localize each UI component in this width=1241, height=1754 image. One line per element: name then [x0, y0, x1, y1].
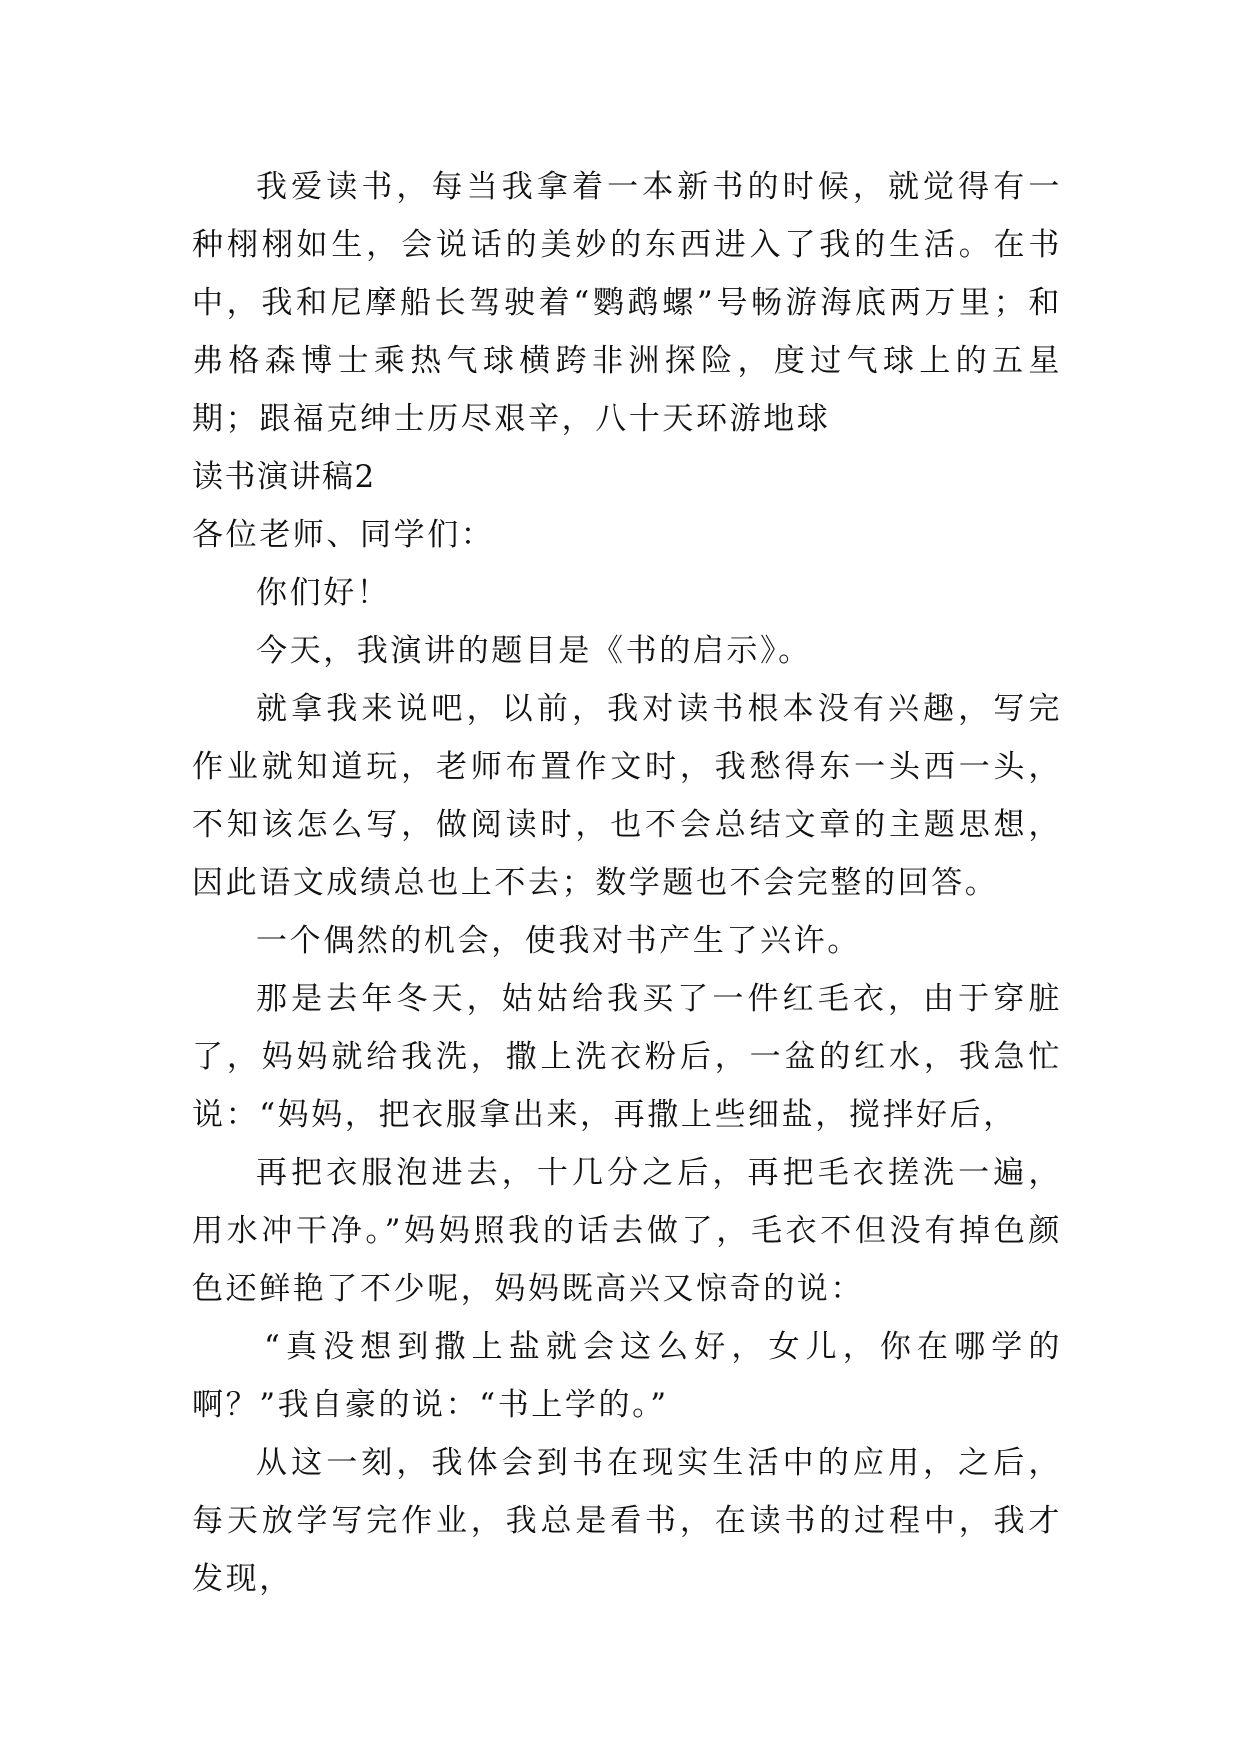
speech-topic: 今天，我演讲的题目是《书的启示》。: [256, 633, 812, 669]
paragraph-chance: 一个偶然的机会，使我对书产生了兴许。: [256, 923, 861, 959]
salutation: 各位老师、同学们：: [192, 517, 495, 553]
document-body: [192, 158, 1062, 1608]
paragraph-washing: 再把衣服泡进去，十几分之后，再把毛衣搓洗一遍，用水冲干净。”妈妈照我的话去做了，毛衣不但没有掉色颜色还鲜艳了不少呢，妈妈既高兴又惊奇的说：: [192, 1155, 1062, 1307]
paragraph-sweater: 那是去年冬天，姑姑给我买了一件红毛衣，由于穿脏了，妈妈就给我洗，撒上洗衣粉后，一盆的红水，我急忙说：“妈妈，把衣服拿出来，再撒上些细盐，搅拌好后，: [192, 981, 1062, 1133]
section-title: 读书演讲稿2: [192, 459, 376, 495]
paragraph-dialogue: “真没想到撒上盐就会这么好，女儿，你在哪学的啊？”我自豪的说：“书上学的。”: [192, 1329, 1062, 1423]
greeting: 你们好！: [256, 575, 391, 611]
paragraph-before: 就拿我来说吧，以前，我对读书根本没有兴趣，写完作业就知道玩，老师布置作文时，我愁得东一头西一头，不知该怎么写，做阅读时，也不会总结文章的主题思想，因此语文成绩总也上不去；数学题也不会完整的回答。: [192, 691, 1062, 901]
paragraph-reading-love: 我爱读书，每当我拿着一本新书的时候，就觉得有一种栩栩如生，会说话的美妙的东西进入了我的生活。在书中，我和尼摩船长驾驶着“鹦鹉螺”号畅游海底两万里；和弗格森博士乘热气球横跨非洲探险，度过气球上的五星期；跟福克绅士历尽艰辛，八十天环游地球: [192, 169, 1062, 437]
paragraph-realization: 从这一刻，我体会到书在现实生活中的应用，之后，每天放学写完作业，我总是看书，在读书的过程中，我才发现，: [192, 1445, 1062, 1597]
